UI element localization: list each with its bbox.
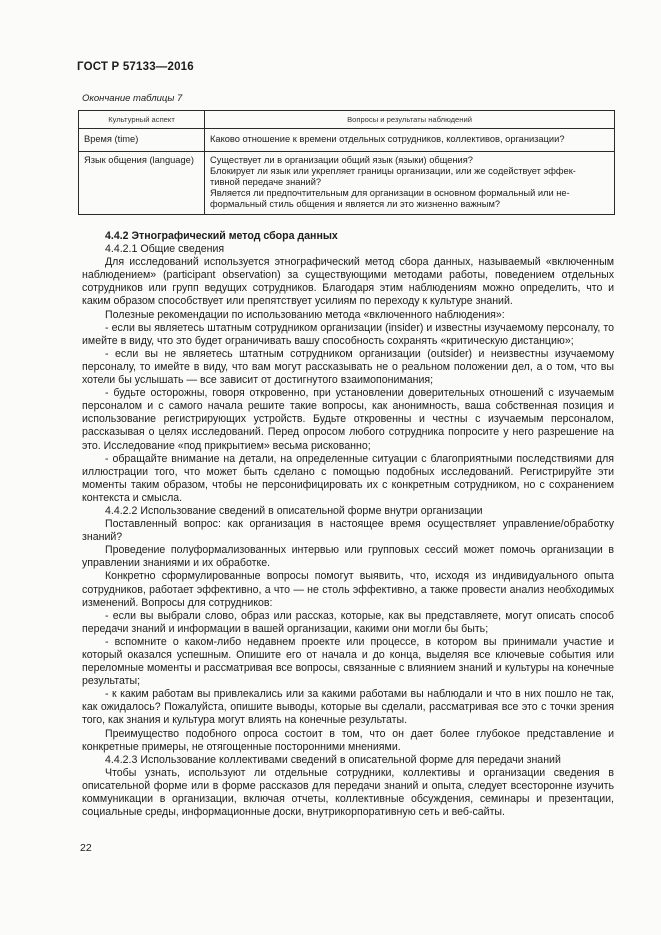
paragraph: Проведение полуформализованных интервью или групповых сессий может помочь организации в управлении знаниями и их обработке.	[82, 544, 614, 570]
paragraph: Для исследований используется этнографический метод сбора данных, называемый «включенным наблюдением» (participant observation) за существующими методами работы, поведением отдельных сотрудников или групп ведущих сотрудников. Благодаря этим наблюдениям можно определить, что и каким образом способствует или препятствует усилиям по переходу к культуре знаний.	[82, 256, 614, 308]
table-row	[79, 129, 615, 152]
subsection-heading: 4.4.2.2 Использование сведений в описательной форме внутри организации	[105, 504, 483, 517]
paragraph: Поставленный вопрос: как организация в настоящее время осуществляет управление/обработку знаний?	[82, 518, 614, 544]
table-cell-aspect: Время (time)	[79, 129, 205, 152]
table-cell-aspect: Язык общения (language)	[79, 152, 205, 215]
cell-text-line: тивной передаче знаний?	[210, 177, 322, 187]
paragraph: Чтобы узнать, используют ли отдельные сотрудники, коллективы и организации сведения в описательной форме или в форме рассказов для передачи знаний и опыта, следует всесторонне изучить коммуникации в организации, включая отчеты, коллективные обсуждения, семинары и презентации, социальные среды, информационные доски, внутрикорпоративную сеть и веб-сайты.	[82, 766, 614, 819]
list-item: - к каким работам вы привлекались или за какими работами вы наблюдали и что в них пошло не так, как ожидалось? Пожалуйста, опишите выводы, которые вы сделали, рассматривая все это с точки зрения того, как знания и культура могут влиять на конечные результаты.	[82, 688, 614, 727]
cell-text-line: формальный стиль общения и является ли это жизненно важным?	[210, 199, 501, 209]
table-cell-questions	[205, 152, 615, 215]
table-row	[79, 152, 615, 215]
list-item: - если вы выбрали слово, образ или рассказ, которые, как вы представляете, могут описать способ передачи знаний и информации в вашей организации, какими они могли бы быть;	[82, 609, 614, 635]
page-number: 22	[80, 842, 92, 854]
list-item: - если вы не являетесь штатным сотрудником организации (outsider) и неизвестны изучаемому персоналу, то имейте в виду, что вам могут рассказывать не о реальном положении дел, а о том, что вы хотели бы услышать — все зависит от достигнутого взаимопонимания;	[82, 347, 614, 387]
paragraph: Конкретно сформулированные вопросы помогут выявить, что, исходя из индивидуального опыта сотрудников, работает эффективно, а что — не столь эффективно, а также провести анализ необходимых изменений. Вопросы для сотрудников:	[82, 570, 614, 609]
cell-text-line: Каково отношение к времени отдельных сотрудников, коллективов, организации?	[210, 134, 565, 144]
table-7	[78, 110, 615, 215]
standard-identifier: ГОСТ Р 57133—2016	[77, 61, 194, 73]
cell-text-line: Существует ли в организации общий язык (языки) общения?	[210, 155, 473, 165]
column-header-questions: Вопросы и результаты наблюдений	[205, 111, 615, 129]
body-text	[82, 230, 614, 819]
cell-text-line: Является ли предпочтительным для организации в основном формальный или не-	[210, 188, 570, 198]
subsection-heading: 4.4.2.1 Общие сведения	[105, 243, 225, 256]
paragraph: Преимущество подобного опроса состоит в том, что он дает более глубокое представление и конкретные примеры, не отягощенные посторонними мнениями.	[82, 727, 614, 753]
table-caption: Окончание таблицы 7	[82, 93, 183, 104]
table-header-row	[79, 111, 615, 129]
list-item: - если вы являетесь штатным сотрудником организации (insider) и известны изучаемому персоналу, то имейте в виду, что это будет ограничивать вашу способность сохранять «критическую дистанцию»;	[82, 321, 614, 347]
list-item: - будьте осторожны, говоря откровенно, при установлении доверительных отношений с изучаемым персоналом и с самого начала решите такие вопросы, как анонимность, ваша собственная позиция и использование регистрирующих устройств. Будьте откровенны и честны с изучаемым персоналом, рассказывая о целях исследований. Перед опросом любого сотрудника попросите у него разрешение на это. Исследование «под прикрытием» весьма рискованно;	[82, 387, 614, 452]
table-cell-questions	[205, 129, 615, 152]
column-header-aspect: Культурный аспект	[79, 111, 205, 129]
list-item: - обращайте внимание на детали, на определенные ситуации с благоприятными последствиями для иллюстрации того, что может быть сделано с помощью подобных исследований. Регистрируйте эти моменты таким образом, чтобы не персонифицировать их с конкретным сотрудником, но с сохранением контекста и смысла.	[82, 452, 614, 504]
list-item: - вспомните о каком-либо недавнем проекте или процессе, в котором вы принимали участие и который оказался успешным. Опишите его от начала и до конца, выделяя все ключевые события или переломные моменты и рассматривая все вопросы, связанные с влиянием знаний и культуры на конечные результаты;	[82, 635, 614, 688]
subsection-heading: 4.4.2.3 Использование коллективами сведений в описательной форме для передачи знаний	[105, 753, 561, 766]
cell-text-line: Блокирует ли язык или укрепляет границы организации, или же содействует эффек-	[210, 166, 576, 176]
section-heading: 4.4.2 Этнографический метод сбора данных	[105, 230, 338, 242]
paragraph: Полезные рекомендации по использованию метода «включенного наблюдения»:	[105, 308, 505, 321]
